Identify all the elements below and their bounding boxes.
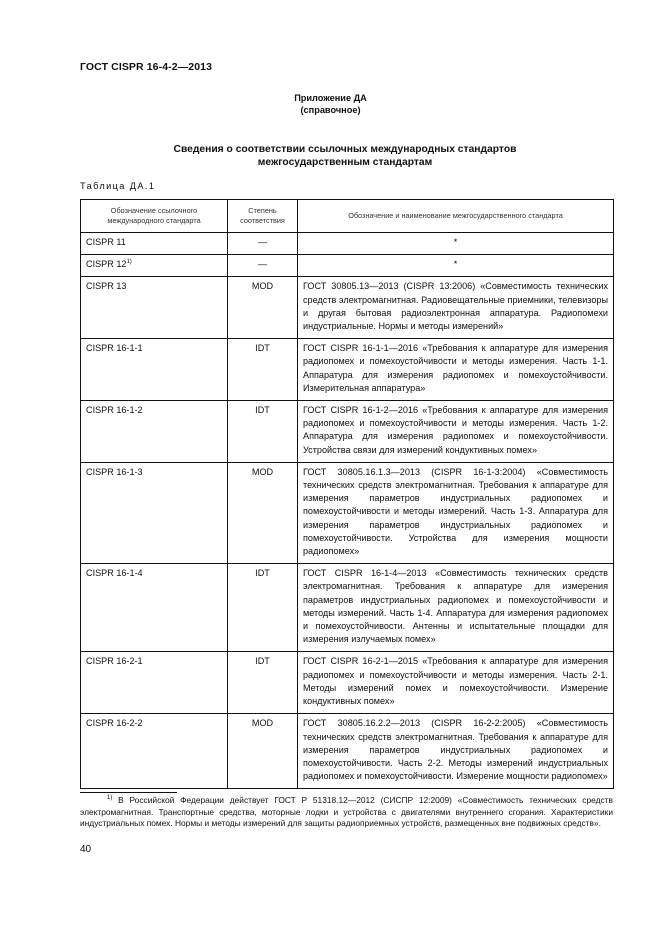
cell-gost: ГОСТ 30805.16.1.3—2013 (CISPR 16-1-3:2004) «Совместимость технических средств электромагнитная. Требования к аппаратуре для измерения параметров индустриальных радиопомех и помехоустойчивости и методы измерений. Часть 1-3. Аппаратура для измерения параметров индустриальных радиопомех и помехоустойчивости. Устройства для измерения мощности радиопомех»	[298, 462, 614, 563]
column-header-gost: Обозначение и наименование межгосударственного стандарта	[298, 200, 614, 233]
table-row	[81, 714, 614, 789]
table-header-row	[81, 200, 614, 233]
cell-degree: MOD	[228, 714, 298, 789]
cell-degree: IDT	[228, 339, 298, 401]
cell-standard: CISPR 12$^{1)}$	[81, 255, 228, 277]
cell-degree: IDT	[228, 401, 298, 463]
column-header-degree: Степень соответствия	[228, 200, 298, 233]
page-title-line1: Сведения о соответствии ссылочных международных стандартов	[173, 144, 517, 155]
table-caption: Таблица ДА.1	[80, 181, 156, 191]
document-code: ГОСТ CISPR 16-4-2—2013	[80, 61, 213, 73]
cell-gost: *	[298, 255, 614, 277]
table-row	[81, 462, 614, 563]
footnote	[80, 795, 613, 830]
cell-gost: ГОСТ CISPR 16-1-4—2013 «Совместимость технических средств электромагнитная. Требования к аппаратуре для измерения параметров индустриальных радиопомех и помехоустойчивости и методы измерений. Часть 1-4. Аппаратура для измерения радиопомех и помехоустойчивости. Антенны и испытательные площадки для измерения излучаемых помех»	[298, 564, 614, 652]
table-row	[81, 564, 614, 652]
footnote-reference[interactable]: 1)	[126, 259, 132, 266]
appendix-note: (справочное)	[300, 105, 361, 115]
cell-standard: CISPR 16-2-1	[81, 652, 228, 714]
cell-gost: ГОСТ CISPR 16-1-1—2016 «Требования к аппаратуре для измерения радиопомех и помехоустойчивости и методы измерения. Часть 1-1. Аппаратура для измерения радиопомех и помехоустойчивости. Измерительная аппаратура»	[298, 339, 614, 401]
footnote-divider	[80, 792, 177, 793]
table-row	[81, 339, 614, 401]
cell-degree: —	[228, 255, 298, 277]
correspondence-table	[80, 199, 614, 789]
cell-degree: IDT	[228, 564, 298, 652]
cell-standard: CISPR 16-1-1	[81, 339, 228, 401]
table-row	[81, 233, 614, 255]
cell-standard: CISPR 16-1-2	[81, 401, 228, 463]
footnote-mark: 1)	[107, 795, 113, 802]
cell-standard: CISPR 13	[81, 277, 228, 339]
cell-gost: *	[298, 233, 614, 255]
cell-gost: ГОСТ CISPR 16-1-2—2016 «Требования к аппаратуре для измерения радиопомех и помехоустойчивости и методы измерения. Часть 1-2. Аппаратура для измерения радиопомех и помехоустойчивости. Устройства связи для измерений кондуктивных помех»	[298, 401, 614, 463]
table-row	[81, 277, 614, 339]
column-header-standard: Обозначение ссылочного международного стандарта	[81, 200, 228, 233]
cell-gost: ГОСТ 30805.16.2.2—2013 (CISPR 16-2-2:2005) «Совместимость технических средств электромагнитная. Требования к аппаратуре для измерения параметров индустриальных радиопомех и помехоустойчивости. Часть 2-2. Методы измерений индустриальных радиопомех и помехоустойчивости. Измерение мощности радиопомех»	[298, 714, 614, 789]
cell-gost: ГОСТ 30805.13—2013 (CISPR 13:2006) «Совместимость технических средств электромагнитная. Радиовещательные приемники, телевизоры и другая бытовая радиоэлектронная аппаратура. Радиопомехи индустриальные. Нормы и методы измерений»	[298, 277, 614, 339]
cell-degree: MOD	[228, 277, 298, 339]
cell-standard: CISPR 11	[81, 233, 228, 255]
cell-degree: IDT	[228, 652, 298, 714]
cell-standard: CISPR 16-1-3	[81, 462, 228, 563]
cell-degree: —	[228, 233, 298, 255]
page-title-line2: межгосударственным стандартам	[257, 157, 433, 168]
table-row	[81, 255, 614, 277]
page-number: 40	[80, 844, 92, 855]
cell-gost: ГОСТ CISPR 16-2-1—2015 «Требования к аппаратуре для измерения радиопомех и помехоустойчивости и методы измерения. Часть 2-1. Методы измерений помех и помехоустойчивости. Измерение кондуктивных помех»	[298, 652, 614, 714]
table-row	[81, 652, 614, 714]
cell-standard: CISPR 16-2-2	[81, 714, 228, 789]
cell-standard: CISPR 16-1-4	[81, 564, 228, 652]
cell-degree: MOD	[228, 462, 298, 563]
table-row	[81, 401, 614, 463]
footnote-text: В Российской Федерации действует ГОСТ Р 51318.12—2012 (СИСПР 12:2009) «Совместимость технических средств электромагнитная. Транспортные средства, моторные лодки и устройства с двигателями внутреннего сгорания. Характеристики индустриальных помех. Нормы и методы измерений для защиты радиоприемных устройств, размещенных вне подвижных средств».	[80, 795, 613, 828]
appendix-title: Приложение ДА	[294, 93, 367, 103]
